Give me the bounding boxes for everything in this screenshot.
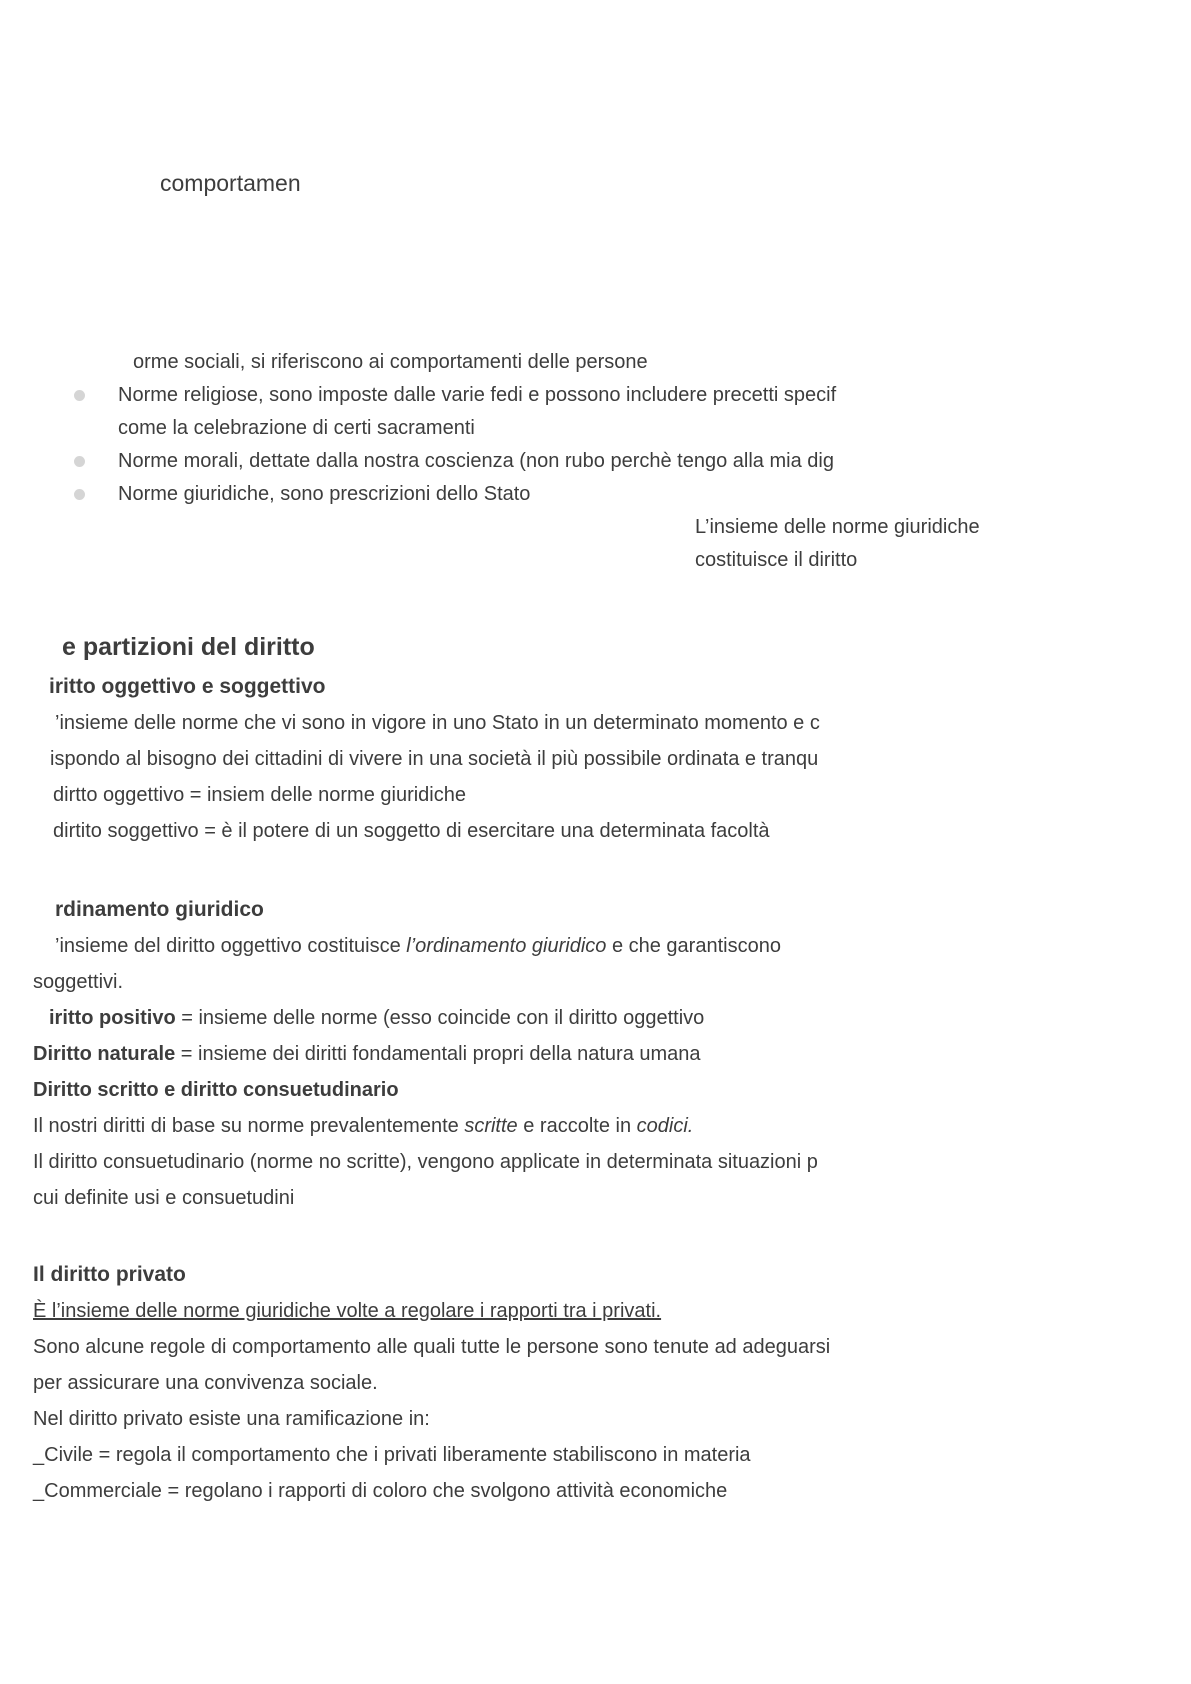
- subheading-diritto-scritto: Diritto scritto e diritto consuetudinario: [33, 1079, 399, 1101]
- term-diritto-naturale: Diritto naturale: [33, 1043, 176, 1065]
- norms-list: [0, 346, 1191, 577]
- list-item-text: [118, 478, 1191, 511]
- text-segment: e raccolte in: [517, 1115, 637, 1137]
- section-title-partizioni: e partizioni del diritto: [62, 633, 315, 661]
- text-segment: e che garantiscono: [606, 935, 781, 957]
- text-segment-italic: l’ordinamento giuridico: [406, 935, 607, 957]
- list-item: [0, 379, 1191, 445]
- paragraph-line: dirtto oggettivo = insiem delle norme giuridiche: [53, 784, 466, 806]
- paragraph-line: soggettivi.: [33, 971, 124, 993]
- bullet-icon: [74, 456, 85, 467]
- norms-intro-line: orme sociali, si riferiscono ai comportamenti delle persone: [133, 351, 648, 373]
- bullet-icon: [74, 390, 85, 401]
- text-segment-italic: codici.: [636, 1115, 694, 1137]
- text-segment: = insieme dei diritti fondamentali propri della natura umana: [175, 1043, 701, 1065]
- paragraph-line: ispondo al bisogno dei cittadini di vivere in una società il più possibile ordinata e tranqu: [50, 748, 819, 770]
- paragraph-line: cui definite usi e consuetudini: [33, 1187, 295, 1209]
- list-item: [0, 478, 1191, 511]
- paragraph-line: [33, 928, 1191, 964]
- top-text-fragment: comportamen: [160, 170, 301, 196]
- text-segment: = insieme delle norme (esso coincide con il diritto oggettivo: [175, 1007, 705, 1029]
- main-content: [33, 625, 1191, 1509]
- paragraph-line: Il diritto consuetudinario (norme no scritte), vengono applicate in determinata situazioni p: [33, 1151, 818, 1173]
- bullet-line: Norme morali, dettate dalla nostra coscienza (non rubo perchè tengo alla mia dig: [118, 450, 834, 472]
- paragraph-line: dirtito soggettivo = è il potere di un soggetto di esercitare una determinata facoltà: [53, 820, 770, 842]
- paragraph-line: _Commerciale = regolano i rapporti di coloro che svolgono attività economiche: [33, 1480, 728, 1502]
- bullet-line: Norme religiose, sono imposte dalle varie fedi e possono includere precetti specif: [118, 384, 837, 406]
- list-item: [0, 445, 1191, 478]
- paragraph-line: [33, 1036, 1191, 1072]
- paragraph-line: per assicurare una convivenza sociale.: [33, 1372, 378, 1394]
- aside-line: L’insieme delle norme giuridiche: [695, 516, 980, 538]
- spacer: [33, 1216, 1191, 1257]
- paragraph-line: ’insieme delle norme che vi sono in vigore in uno Stato in un determinato momento e c: [55, 712, 820, 734]
- text-segment: ’insieme del diritto oggettivo costituisce: [55, 935, 407, 957]
- bullet-icon: [74, 489, 85, 500]
- bullet-line: Norme giuridiche, sono prescrizioni dello Stato: [118, 483, 531, 505]
- subheading-diritto-oggettivo: iritto oggettivo e soggettivo: [49, 675, 326, 698]
- diritto-definition-note: [695, 511, 1191, 577]
- text-segment-italic: scritte: [464, 1115, 518, 1137]
- text-segment: Il nostri diritti di base su norme prevalentemente: [33, 1115, 465, 1137]
- list-item-text: [118, 445, 1191, 478]
- paragraph-line: [33, 1000, 1191, 1036]
- term-diritto-positivo: iritto positivo: [49, 1007, 176, 1029]
- paragraph-line: Sono alcune regole di comportamento alle quali tutte le persone sono tenute ad adeguarsi: [33, 1336, 831, 1358]
- bullet-line: come la celebrazione di certi sacramenti: [118, 417, 475, 439]
- paragraph-line: _Civile = regola il comportamento che i privati liberamente stabiliscono in materia: [33, 1444, 751, 1466]
- subheading-ordinamento-giuridico: rdinamento giuridico: [55, 898, 264, 921]
- subheading-diritto-privato: Il diritto privato: [33, 1263, 186, 1286]
- paragraph-line-underlined: È l’insieme delle norme giuridiche volte a regolare i rapporti tra i privati.: [33, 1300, 662, 1322]
- paragraph-line: Nel diritto privato esiste una ramificazione in:: [33, 1408, 430, 1430]
- spacer: [33, 849, 1191, 892]
- paragraph-line: [33, 1108, 1191, 1144]
- list-item-text: [118, 379, 1191, 445]
- aside-line: costituisce il diritto: [695, 549, 858, 571]
